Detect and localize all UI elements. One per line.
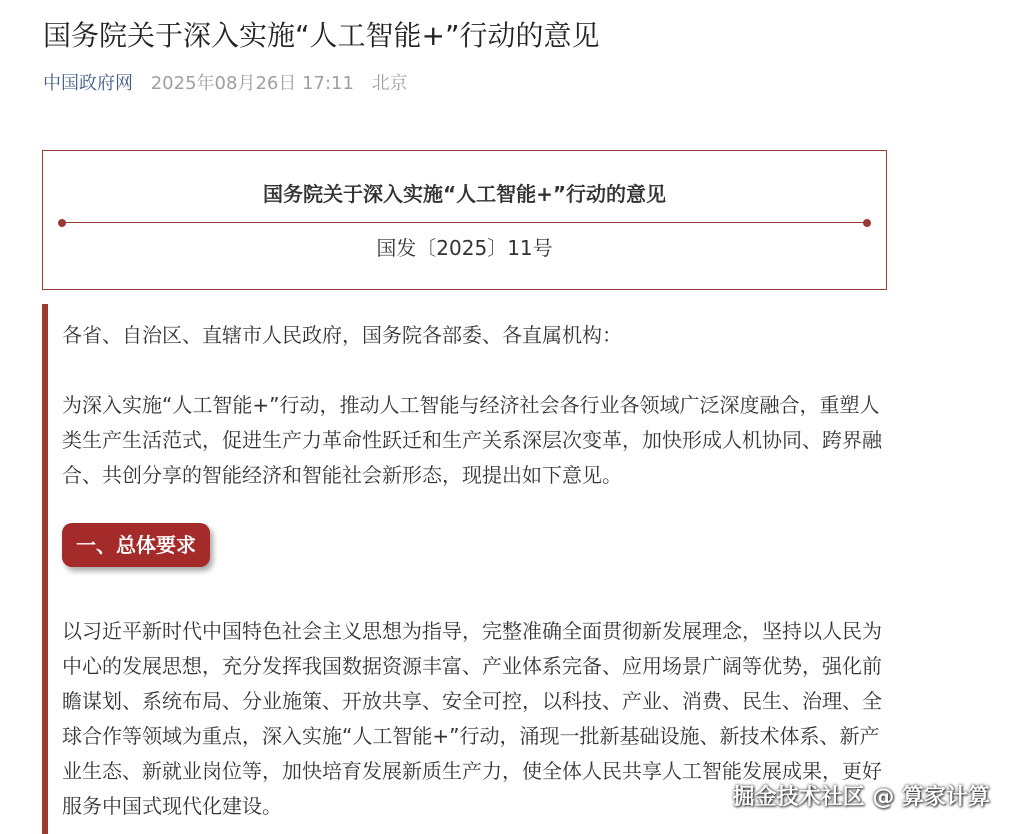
article-meta	[43, 70, 408, 98]
divider-rule	[62, 222, 867, 223]
document-number: 国发〔2025〕11号	[376, 236, 553, 260]
rule-left-dot	[58, 219, 66, 227]
document-title: 国务院关于深入实施“人工智能+”行动的意见	[262, 182, 667, 206]
watermark: 掘金技术社区 @ 算家计算	[732, 785, 990, 810]
section-body-paragraph: 以习近平新时代中国特色社会主义思想为指导，完整准确全面贯彻新发展理念，坚持以人民为中心的发展思想，充分发挥我国数据资源丰富、产业体系完备、应用场景广阔等优势，强化前瞻谋划、系统布局、分业施策、开放共享、安全可控，以科技、产业、消费、民生、治理、全球合作等领域为重点，深入实施“人工智能+”行动，涌现一批新基础设施、新技术体系、新产业生态、新就业岗位等，加快培育发展新质生产力，使全体人民共享人工智能发展成果，更好服务中国式现代化建设。	[62, 619, 882, 818]
article-title: 国务院关于深入实施“人工智能+”行动的意见	[43, 19, 600, 52]
section-heading-badge: 一、总体要求	[62, 523, 210, 567]
salutation-paragraph: 各省、自治区、直辖市人民政府，国务院各部委、各直属机构：	[62, 323, 622, 347]
source-link[interactable]: 中国政府网	[43, 73, 133, 94]
document-header-box	[42, 150, 887, 290]
publish-place: 北京	[371, 73, 408, 94]
publish-date: 2025年08月26日 17:11	[150, 73, 354, 94]
intro-paragraph: 为深入实施“人工智能+”行动，推动人工智能与经济社会各行业各领域广泛深度融合，重塑人类生产生活范式，促进生产力革命性跃迁和生产关系深层次变革，加快形成人机协同、跨界融合、共创分享的智能经济和智能社会新形态，现提出如下意见。	[62, 393, 882, 487]
body-accent-bar	[42, 304, 48, 834]
rule-right-dot	[863, 219, 871, 227]
